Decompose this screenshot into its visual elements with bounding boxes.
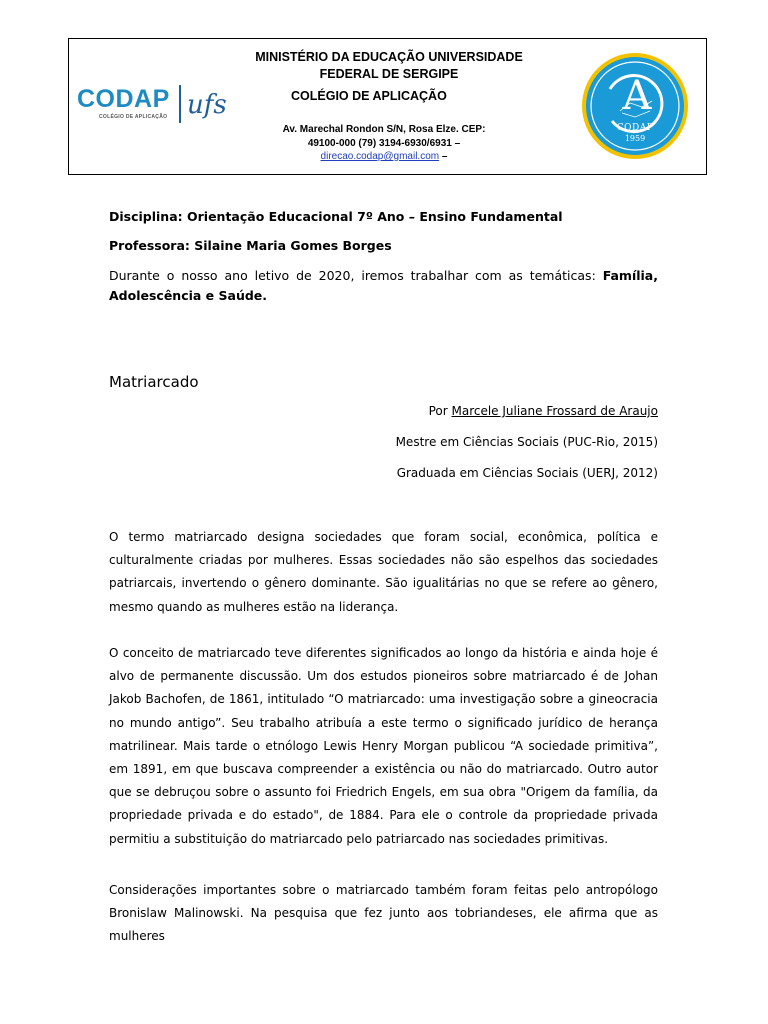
school-address bbox=[244, 123, 524, 164]
discipline-line: Disciplina: Orientação Educacional 7º Ano – Ensino Fundamental bbox=[109, 209, 563, 224]
paragraph-2: O conceito de matriarcado teve diferentes significados ao longo da história e ainda hoje é alvo de permanente discussão. Um dos estudos pioneiros sobre matriarcado é de Johan Jakob Bachofen, de 1861, intitulado “O matriarcado: uma investigação sobre a gineocracia no mundo antigo”. Seu trabalho atribuía a este termo o significado jurídico de herança matrilinear. Mais tarde o etnólogo Lewis Henry Morgan publicou “A sociedade primitiva”, em 1891, em que buscava compreender a existência ou não do matriarcado. Outro autor que se debruçou sobre o assunto foi Friedrich Engels, em sua obra "Origem da família, da propriedade privada e do estado", de 1884. Para ele o controle da propriedade privada permitiu a substituição do matriarcado pelo patriarcado nas sociedades primitivas. bbox=[109, 646, 658, 846]
author-prefix: Por bbox=[428, 404, 452, 418]
paragraph-3: Considerações importantes sobre o matriarcado também foram feitas pelo antropólogo Bronislaw Malinowski. Na pesquisa que fez junto aos tobriandeses, ele afirma que as mulheres bbox=[109, 883, 658, 944]
institution-name bbox=[219, 49, 559, 83]
intro-text: Durante o nosso ano letivo de 2020, iremos trabalhar com as temáticas: bbox=[109, 268, 603, 283]
address-line-1: Av. Marechal Rondon S/N, Rosa Elze. CEP: bbox=[282, 124, 486, 135]
author-line bbox=[429, 404, 658, 418]
author-credential-2: Graduada em Ciências Sociais (UERJ, 2012) bbox=[396, 466, 658, 480]
seal-name: CODAP bbox=[616, 123, 654, 133]
codap-ufs-logo bbox=[77, 83, 227, 127]
email-line bbox=[244, 150, 524, 164]
logo-divider bbox=[179, 85, 181, 123]
seal-emblem-icon bbox=[580, 51, 690, 161]
seal-year: 1959 bbox=[624, 134, 646, 143]
ufs-logo-icon bbox=[185, 83, 229, 125]
paragraph-1: O termo matriarcado designa sociedades que foram social, econômica, política e culturalmente criadas por mulheres. Essas sociedades não são espelhos das sociedades patriarcais, invertendo o gênero dominante. São igualitárias no que se refere ao gênero, mesmo quando as mulheres estão na liderança. bbox=[109, 530, 658, 614]
codap-logo-subtitle: COLÉGIO DE APLICAÇÃO bbox=[99, 114, 168, 120]
school-name: COLÉGIO DE APLICAÇÃO bbox=[291, 89, 447, 103]
author-link[interactable]: Marcele Juliane Frossard de Araujo bbox=[451, 404, 658, 418]
address-line-2: 49100-000 (79) 3194-6930/6931 – bbox=[307, 137, 461, 149]
article-title: Matriarcado bbox=[109, 373, 199, 391]
codap-seal bbox=[580, 51, 690, 161]
codap-logo-text: CODAP bbox=[77, 85, 170, 113]
ufs-logo-text: ufs bbox=[187, 90, 227, 120]
intro-topics: Família, Adolescência e Saúde. bbox=[109, 268, 658, 303]
email-suffix: – bbox=[439, 151, 448, 162]
ministry-line-1: MINISTÉRIO DA EDUCAÇÃO UNIVERSIDADE bbox=[255, 50, 523, 64]
author-credential-1: Mestre em Ciências Sociais (PUC-Rio, 2015) bbox=[395, 435, 658, 449]
letterhead bbox=[68, 38, 707, 175]
email-link[interactable]: direcao.codap@gmail.com bbox=[320, 151, 440, 162]
intro-paragraph bbox=[109, 266, 658, 306]
teacher-line: Professora: Silaine Maria Gomes Borges bbox=[109, 238, 392, 253]
ministry-line-2: FEDERAL DE SERGIPE bbox=[319, 67, 459, 81]
seal-letter: A bbox=[622, 73, 652, 119]
